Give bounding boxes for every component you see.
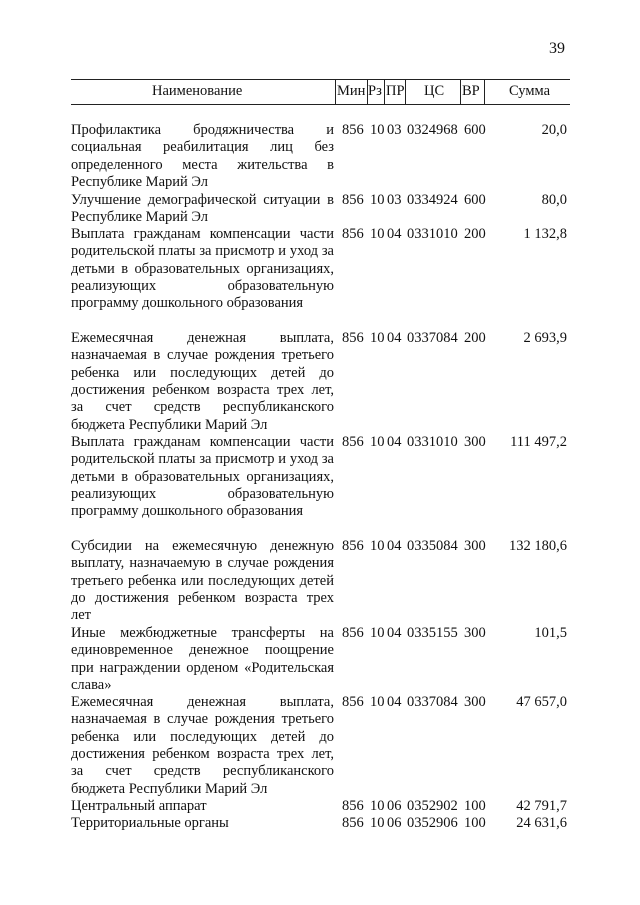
row-vr: 100: [464, 798, 486, 814]
row-min: 856: [342, 122, 364, 138]
row-pr: 04: [387, 694, 402, 710]
column-divider: [484, 80, 485, 104]
row-name: Ежемесячная денежная выплата, назначаемая в случае рождения третьего ребенка или последующих детей до достижения ребенком возраста трех лет, за счет средств республиканского бюджета Республики Марий Эл: [71, 330, 334, 433]
table-header-bottom-rule: [71, 104, 570, 105]
row-cs: 0331010: [407, 434, 458, 450]
row-sum: 24 631,6: [516, 815, 567, 831]
row-name: Ежемесячная денежная выплата, назначаемая в случае рождения третьего ребенка или последующих детей до достижения ребенком возраста трех лет, за счет средств республиканского бюджета Республики Марий Эл: [71, 694, 334, 797]
row-name: Территориальные органы: [71, 815, 229, 831]
row-cs: 0352906: [407, 815, 458, 831]
row-rz: 10: [370, 625, 385, 641]
column-divider: [335, 80, 336, 104]
row-vr: 200: [464, 330, 486, 346]
row-rz: 10: [370, 538, 385, 554]
row-sum: 42 791,7: [516, 798, 567, 814]
row-min: 856: [342, 798, 364, 814]
table-header-top-rule: [71, 79, 570, 80]
row-min: 856: [342, 226, 364, 242]
row-sum: 111 497,2: [510, 434, 567, 450]
row-pr: 06: [387, 798, 402, 814]
row-name: Центральный аппарат: [71, 798, 207, 814]
row-rz: 10: [370, 330, 385, 346]
column-divider: [384, 80, 385, 104]
row-pr: 04: [387, 625, 402, 641]
column-header-cs: ЦС: [424, 83, 445, 99]
row-cs: 0335155: [407, 625, 458, 641]
row-pr: 04: [387, 226, 402, 242]
row-vr: 100: [464, 815, 486, 831]
row-cs: 0324968: [407, 122, 458, 138]
row-pr: 03: [387, 192, 402, 208]
row-min: 856: [342, 434, 364, 450]
row-min: 856: [342, 192, 364, 208]
row-sum: 2 693,9: [523, 330, 567, 346]
row-rz: 10: [370, 226, 385, 242]
row-vr: 300: [464, 625, 486, 641]
column-divider: [405, 80, 406, 104]
column-header-rz: Рз: [368, 83, 382, 99]
row-min: 856: [342, 538, 364, 554]
row-vr: 600: [464, 122, 486, 138]
row-sum: 101,5: [534, 625, 567, 641]
row-pr: 04: [387, 330, 402, 346]
row-sum: 80,0: [541, 192, 567, 208]
row-vr: 200: [464, 226, 486, 242]
column-header-pr: ПР: [386, 83, 405, 99]
row-name: Субсидии на ежемесячную денежную выплату, назначаемую в случае рождения третьего ребенка или последующих детей до достижения ребенком возраста трех лет: [71, 538, 334, 624]
row-vr: 300: [464, 538, 486, 554]
row-cs: 0334924: [407, 192, 458, 208]
column-header-min: Мин: [337, 83, 366, 99]
column-header-vr: ВР: [462, 83, 480, 99]
row-cs: 0331010: [407, 226, 458, 242]
row-vr: 600: [464, 192, 486, 208]
row-sum: 132 180,6: [509, 538, 567, 554]
row-cs: 0337084: [407, 694, 458, 710]
row-vr: 300: [464, 694, 486, 710]
row-rz: 10: [370, 192, 385, 208]
row-vr: 300: [464, 434, 486, 450]
row-min: 856: [342, 330, 364, 346]
row-name: Выплата гражданам компенсации части родительской платы за присмотр и уход за детьми в образовательных организациях, реализующих образовательную программу дошкольного образования: [71, 434, 334, 520]
row-rz: 10: [370, 694, 385, 710]
row-name: Профилактика бродяжничества и социальная реабилитация лиц без определенного места жительства в Республике Марий Эл: [71, 122, 334, 191]
page-number: 39: [549, 40, 565, 57]
column-header-sum: Сумма: [509, 83, 551, 99]
row-pr: 04: [387, 538, 402, 554]
row-pr: 06: [387, 815, 402, 831]
row-cs: 0352902: [407, 798, 458, 814]
row-min: 856: [342, 625, 364, 641]
row-cs: 0337084: [407, 330, 458, 346]
row-name: Иные межбюджетные трансферты на единовременное денежное поощрение при награждении орденом «Родительская слава»: [71, 625, 334, 694]
row-cs: 0335084: [407, 538, 458, 554]
row-rz: 10: [370, 122, 385, 138]
row-name: Улучшение демографической ситуации в Республике Марий Эл: [71, 192, 334, 226]
row-rz: 10: [370, 815, 385, 831]
row-pr: 03: [387, 122, 402, 138]
row-sum: 47 657,0: [516, 694, 567, 710]
row-name: Выплата гражданам компенсации части родительской платы за присмотр и уход за детьми в образовательных организациях, реализующих образовательную программу дошкольного образования: [71, 226, 334, 312]
row-pr: 04: [387, 434, 402, 450]
row-rz: 10: [370, 434, 385, 450]
row-sum: 1 132,8: [523, 226, 567, 242]
column-header-name: Наименование: [152, 83, 243, 99]
column-divider: [460, 80, 461, 104]
row-min: 856: [342, 694, 364, 710]
row-rz: 10: [370, 798, 385, 814]
row-sum: 20,0: [541, 122, 567, 138]
row-min: 856: [342, 815, 364, 831]
